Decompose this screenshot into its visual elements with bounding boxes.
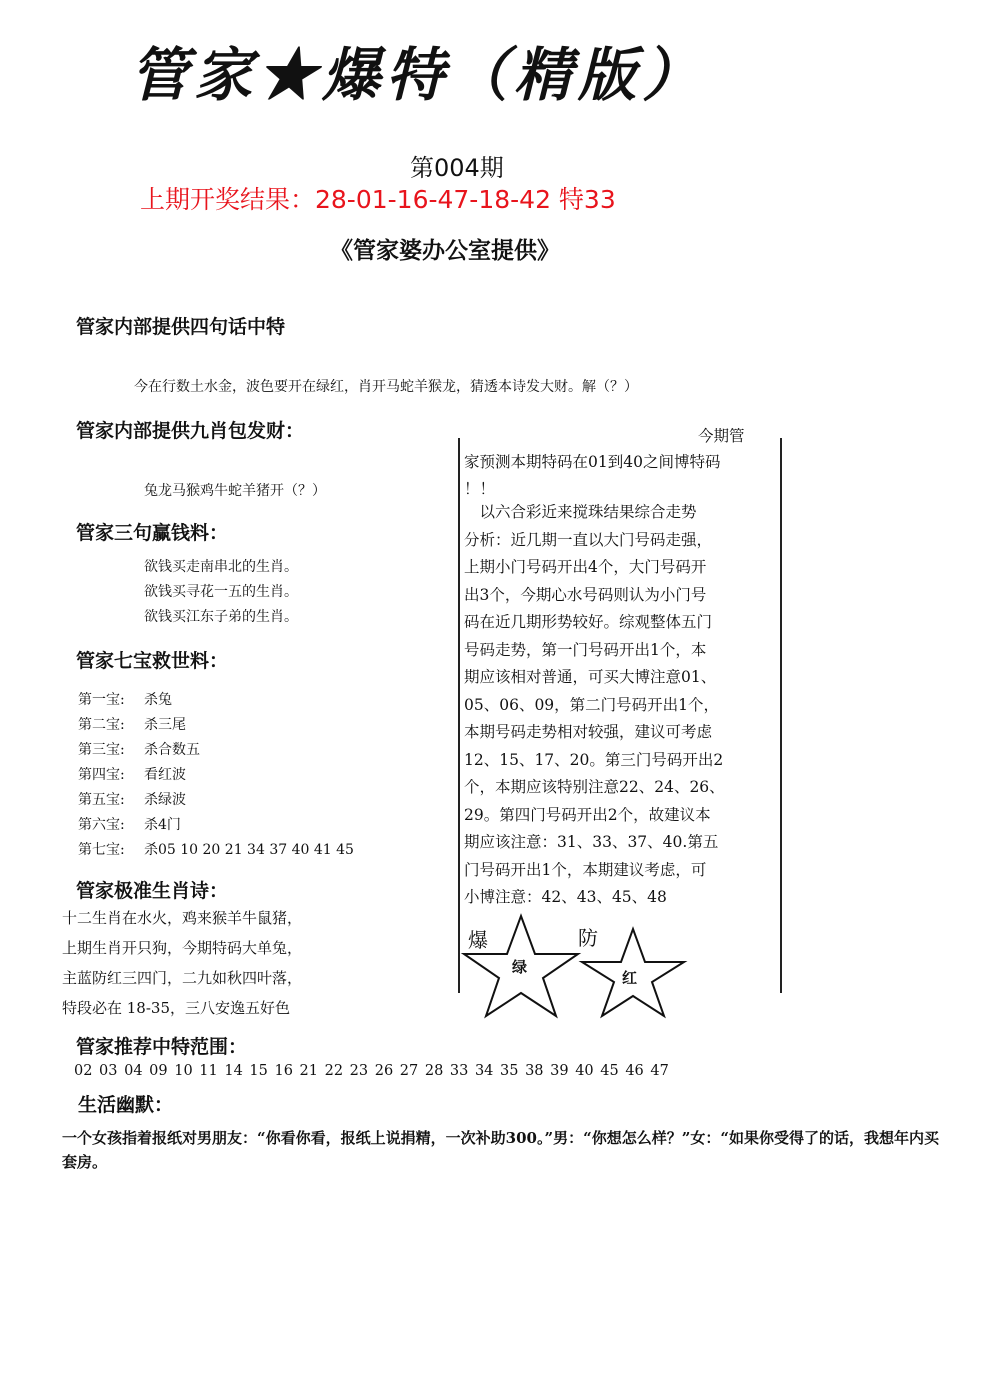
- humor-heading: 生活幽默：: [78, 1094, 174, 1116]
- range-heading: 管家推荐中特范围：: [76, 1036, 248, 1058]
- seven-treasures-heading: 管家七宝救世料：: [76, 650, 229, 672]
- three-sentences-line: 欲钱买江东子弟的生肖。: [144, 609, 298, 625]
- range-numbers: 02 03 04 09 10 11 14 15 16 21 22 23 26 27 28 33 34 35 38 39 40 45 46 47: [74, 1063, 669, 1079]
- three-sentences-line: 欲钱买寻花一五的生肖。: [144, 584, 298, 600]
- analysis-text: 以六合彩近来搅珠结果综合走势 分析：近几期一直以大门号码走强， 上期小门号码开出4个，大门号码开 出3个，今期心水号码则认为小门号 码在近几期形势较好。综观整体五门 号码走势，第一门号码开出1个，本 期应该相对普通，可买大博注意01、 05、06、09，第二门号码开出1个， 本期号码走势相对较强，建议可考虑 12、15、17、20。第三门号码开出2 个，本期应该特别注意22、24、26、 29。第四门号码开出2个，故建议本 期应该注意：31、33、37、40.第五 门号码开出1个，本期建议考虑，可 小博注意：42、43、45、48: [464, 503, 725, 906]
- treasure-item: 第七宝: 杀05 10 20 21 34 37 40 41 45: [78, 842, 354, 858]
- bao-label: 爆: [468, 928, 488, 952]
- fang-label: 防: [578, 926, 598, 950]
- analysis-intro: 家预测本期特码在01到40之间博特码: [464, 453, 721, 471]
- treasure-item: 第一宝: 杀兔: [78, 692, 172, 708]
- treasure-item: 第二宝: 杀三尾: [78, 717, 186, 733]
- treasure-item: 第五宝: 杀绿波: [78, 792, 186, 808]
- issue-number: 第004期: [410, 154, 504, 182]
- three-sentences-line: 欲钱买走南串北的生肖。: [144, 559, 298, 575]
- three-sentences-heading: 管家三句赢钱料：: [76, 522, 229, 544]
- nine-zodiac-heading: 管家内部提供九肖包发财：: [76, 420, 305, 442]
- poem-heading: 管家极准生肖诗：: [76, 880, 229, 902]
- poem-line: 主蓝防红三四门，二九如秋四叶落，: [62, 969, 303, 987]
- green-star-label: 绿: [512, 958, 528, 976]
- page-title: 管家★爆特（精版）: [130, 41, 707, 109]
- poem-line: 上期生肖开只狗，今期特码大单兔，: [62, 939, 303, 957]
- treasure-item: 第四宝: 看红波: [78, 767, 186, 783]
- treasure-item: 第三宝: 杀合数五: [78, 742, 200, 758]
- nine-zodiac-text: 兔龙马猴鸡牛蛇羊猪开（？）: [144, 483, 326, 499]
- four-sentences-heading: 管家内部提供四句话中特: [76, 316, 286, 338]
- red-star-label: 红: [622, 969, 638, 987]
- poem-line: 十二生肖在水火，鸡来猴羊牛鼠猪，: [62, 909, 303, 927]
- poem-line: 特段必在 18-35，三八安逸五好色: [62, 999, 291, 1017]
- analysis-intro: ！！: [464, 480, 496, 498]
- last-draw-result: 上期开奖结果：28-01-16-47-18-42 特33: [140, 185, 616, 214]
- humor-text: 一个女孩指着报纸对男朋友：“你看你看，报纸上说捐精，一次补助300。”男：“你想怎么样？”女：“如果你受得了的话，我想年内买套房。: [62, 1129, 939, 1171]
- treasure-item: 第六宝: 杀4门: [78, 817, 181, 833]
- four-sentences-text: 今在行数土水金，波色要开在绿红，肖开马蛇羊猴龙，猜透本诗发大财。解（？）: [134, 379, 638, 395]
- provider-line: 《管家婆办公室提供》: [330, 237, 560, 264]
- analysis-intro: 今期管: [698, 427, 745, 445]
